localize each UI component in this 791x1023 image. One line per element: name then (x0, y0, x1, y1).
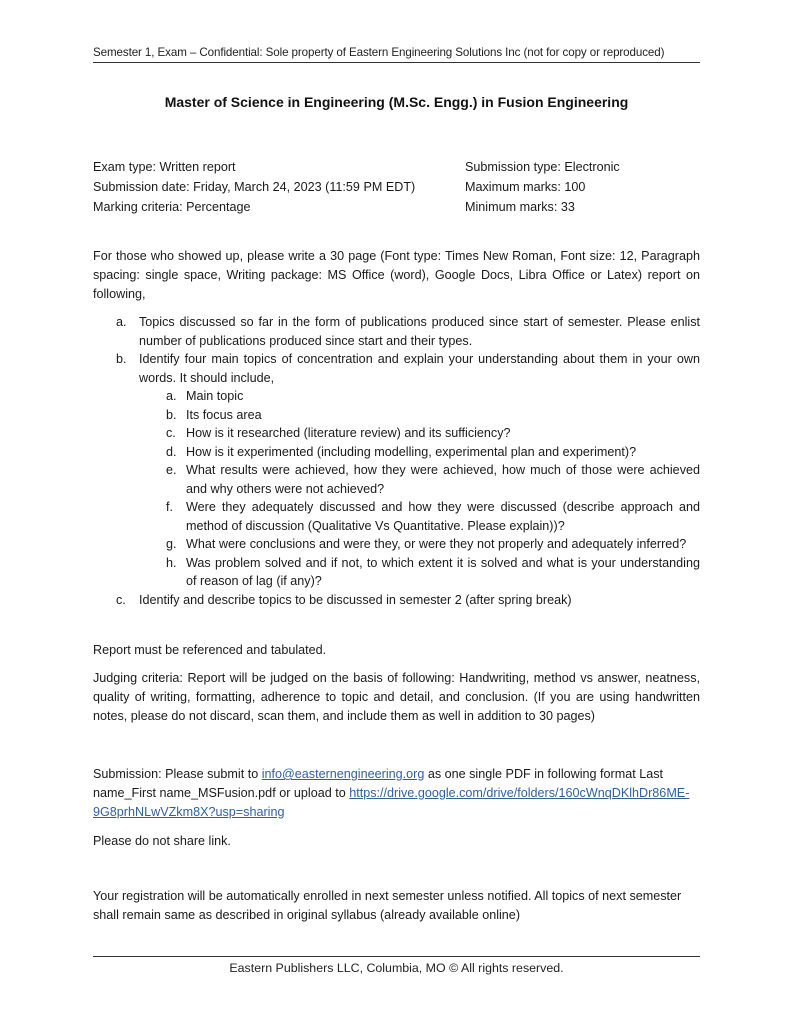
sub-requirement-item (139, 424, 700, 443)
list-marker: b. (166, 407, 177, 422)
drive-upload-link[interactable]: https://drive.google.com/drive/folders/160cWnqDKlhDr86ME-9G8prhNLwVZkm8X?usp=sharing (93, 786, 690, 819)
registration-note: Your registration will be automatically enrolled in next semester unless notified. All topics of next semester shall remain same as described in original syllabus (already available online) (93, 889, 682, 922)
sub-requirement-text: How is it experimented (including modelling, experimental plan and experiment)? (186, 444, 637, 459)
meta-row (93, 177, 700, 197)
submission-instructions (93, 765, 700, 822)
intro-paragraph: For those who showed up, please write a 30 page (Font type: Times New Roman, Font size: 12, Paragraph spacing: single space, Writing package: MS Office (word), Google Docs, Libra Office or Latex) report on following, (93, 249, 700, 301)
sub-requirement-item (139, 498, 700, 535)
list-marker: a. (116, 315, 127, 329)
submission-prefix: Submission: Please submit to (93, 767, 262, 781)
sub-requirements-list (139, 387, 700, 591)
list-marker: g. (166, 537, 177, 551)
list-marker: d. (166, 444, 177, 459)
exam-type: Exam type: Written report (93, 160, 236, 174)
sub-requirement-item (139, 461, 700, 498)
meta-row (93, 157, 700, 177)
judging-criteria: Judging criteria: Report will be judged on the basis of following: Handwriting, method vs answer, neatness, quality of writing, formatting, adherence to topic and detail, and conclusion. (If you are using handwritten notes, please do not discard, scan them, and include them as well in addition to 30 pages) (93, 671, 700, 723)
document-title: Master of Science in Engineering (M.Sc. Engg.) in Fusion Engineering (164, 94, 629, 110)
sub-requirement-item (139, 443, 700, 462)
list-marker: h. (166, 555, 177, 570)
sub-requirement-item (139, 535, 700, 554)
requirement-item (93, 591, 700, 610)
minimum-marks: Minimum marks: 33 (465, 200, 575, 214)
sub-requirement-text: Were they adequately discussed and how they were discussed (describe approach and method of discussion (Qualitative Vs Quantitative. Please explain))? (186, 500, 700, 533)
sub-requirement-item (139, 387, 700, 406)
submission-type: Submission type: Electronic (465, 160, 620, 174)
requirement-text: Identify and describe topics to be discussed in semester 2 (after spring break) (139, 592, 572, 607)
list-marker: b. (116, 352, 127, 366)
marking-criteria: Marking criteria: Percentage (93, 200, 251, 214)
requirements-list (93, 313, 700, 609)
maximum-marks: Maximum marks: 100 (465, 180, 586, 194)
page-footer: Eastern Publishers LLC, Columbia, MO © All rights reserved. (93, 956, 700, 975)
list-marker: c. (116, 592, 126, 607)
sub-requirement-text: What were conclusions and were they, or were they not properly and adequately inferred? (186, 537, 687, 551)
list-marker: e. (166, 463, 177, 477)
requirement-text: Identify four main topics of concentration and explain your understanding about them in your own words. It should include, (139, 352, 700, 385)
report-note: Report must be referenced and tabulated. (93, 643, 327, 657)
no-share-note: Please do not share link. (93, 834, 231, 848)
sub-requirement-text: What results were achieved, how they were achieved, how much of those were achieved and why others were not achieved? (186, 463, 700, 496)
sub-requirement-text: Was problem solved and if not, to which extent it is solved and what is your understanding of reason of lag (if any)? (186, 555, 700, 588)
list-marker: f. (166, 500, 173, 514)
sub-requirement-item (139, 406, 700, 425)
sub-requirement-text: Its focus area (186, 407, 262, 422)
sub-requirement-text: Main topic (186, 389, 244, 403)
sub-requirement-item (139, 554, 700, 591)
requirement-item (93, 350, 700, 591)
list-marker: c. (166, 426, 176, 440)
exam-metadata (93, 157, 700, 217)
submission-date: Submission date: Friday, March 24, 2023 (11:59 PM EDT) (93, 180, 416, 194)
sub-requirement-text: How is it researched (literature review) and its sufficiency? (186, 426, 511, 440)
page-header: Semester 1, Exam – Confidential: Sole property of Eastern Engineering Solutions Inc (not for copy or reproduced) (93, 46, 700, 63)
meta-row (93, 197, 700, 217)
list-marker: a. (166, 389, 177, 403)
requirement-text: Topics discussed so far in the form of publications produced since start of semester. Please enlist number of publications produced since start and their types. (139, 315, 700, 348)
requirement-item (93, 313, 700, 350)
email-link[interactable]: info@easternengineering.org (261, 767, 425, 781)
submission-middle: as one single PDF in following format Last name_First name_MSFusion.pdf or upload to (93, 767, 664, 800)
